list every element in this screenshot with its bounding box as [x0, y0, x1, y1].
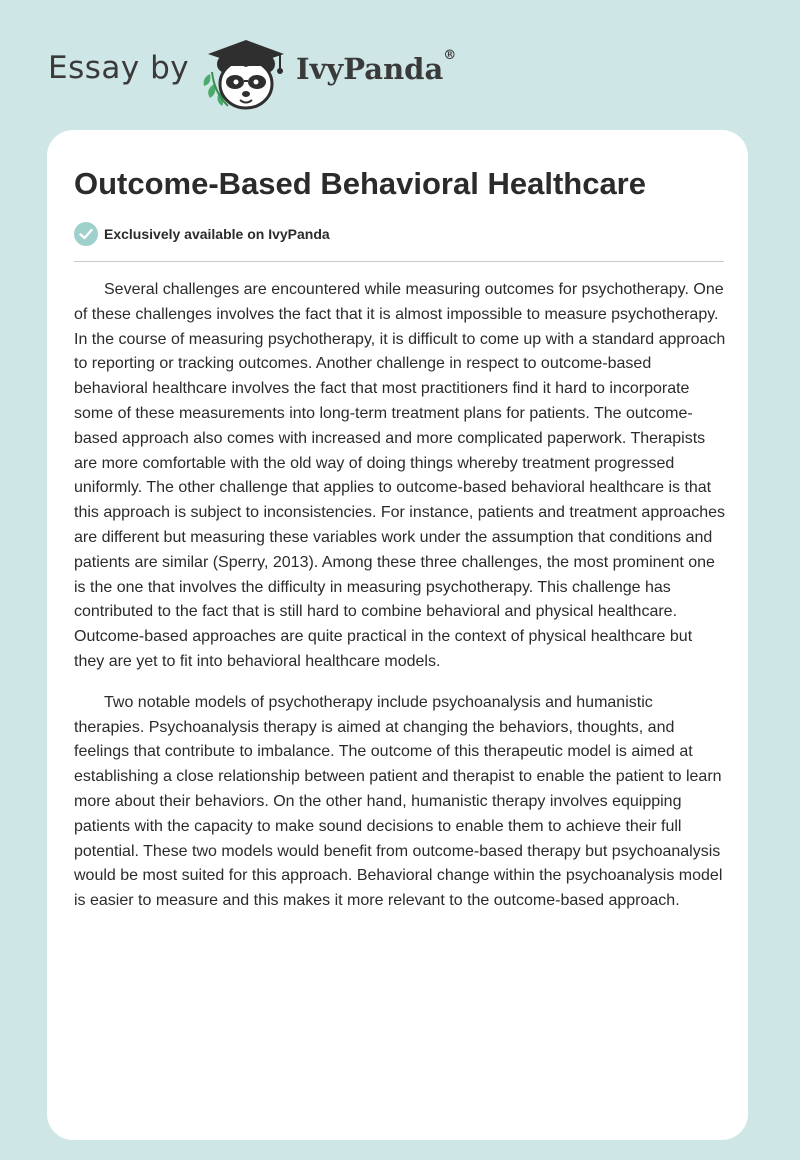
check-icon	[74, 222, 98, 246]
brand-name	[296, 48, 457, 86]
page-title: Outcome-Based Behavioral Healthcare	[74, 166, 646, 201]
exclusive-label: Exclusively available on IvyPanda	[104, 226, 330, 242]
brand-text: IvyPanda	[296, 52, 444, 86]
paragraph: Two notable models of psychotherapy include psychoanalysis and humanistic therapies. Psychoanalysis therapy is aimed at changing the behaviors, thoughts, and feelings that contribute to imbalance. The outcome of this therapeutic model is aimed at establishing a close relationship between patient and therapist to enable the patient to learn more about their behaviors. On the other hand, humanistic therapy involves equipping patients with the capacity to make sound decisions to enable them to achieve their full potential. These two models would benefit from outcome-based therapy but psychoanalysis would be most suited for this approach. Behavioral change within the psychoanalysis model is easier to measure and this makes it more relevant to the outcome-based approach.	[74, 693, 723, 910]
site-header	[48, 30, 508, 120]
registered-mark: ®	[443, 48, 457, 63]
essay-by-label: Essay by	[48, 50, 190, 86]
divider	[74, 261, 724, 262]
article-card	[47, 130, 748, 1140]
paragraph: Several challenges are encountered while measuring outcomes for psychotherapy. One of these challenges involves the fact that it is almost impossible to measure psychotherapy. In the course of measuring psychotherapy, it is difficult to come up with a standard approach to reporting or tracking outcomes. Another challenge in respect to outcome-based behavioral healthcare involves the fact that most practitioners find it hard to incorporate some of these measurements into long-term treatment plans for patients. The outcome-based approach also comes with increased and more complicated paperwork. Therapists are more comfortable with the old way of doing things whereby treatment progressed uniformly. The other challenge that applies to outcome-based behavioral healthcare is that this approach is subject to inconsistencies. For instance, patients and treatment approaches are different but measuring these variables work under the assumption that conditions and patients are similar (Sperry, 2013). Among these three challenges, the most prominent one is the one that involves the difficulty in measuring psychotherapy. This challenge has contributed to the fact that is still hard to combine behavioral and physical healthcare. Outcome-based approaches are quite practical in the context of physical healthcare but they are yet to fit into behavioral healthcare models.	[74, 281, 726, 670]
article-body	[74, 278, 726, 930]
panda-logo-icon	[200, 34, 290, 116]
exclusive-badge	[74, 222, 330, 246]
